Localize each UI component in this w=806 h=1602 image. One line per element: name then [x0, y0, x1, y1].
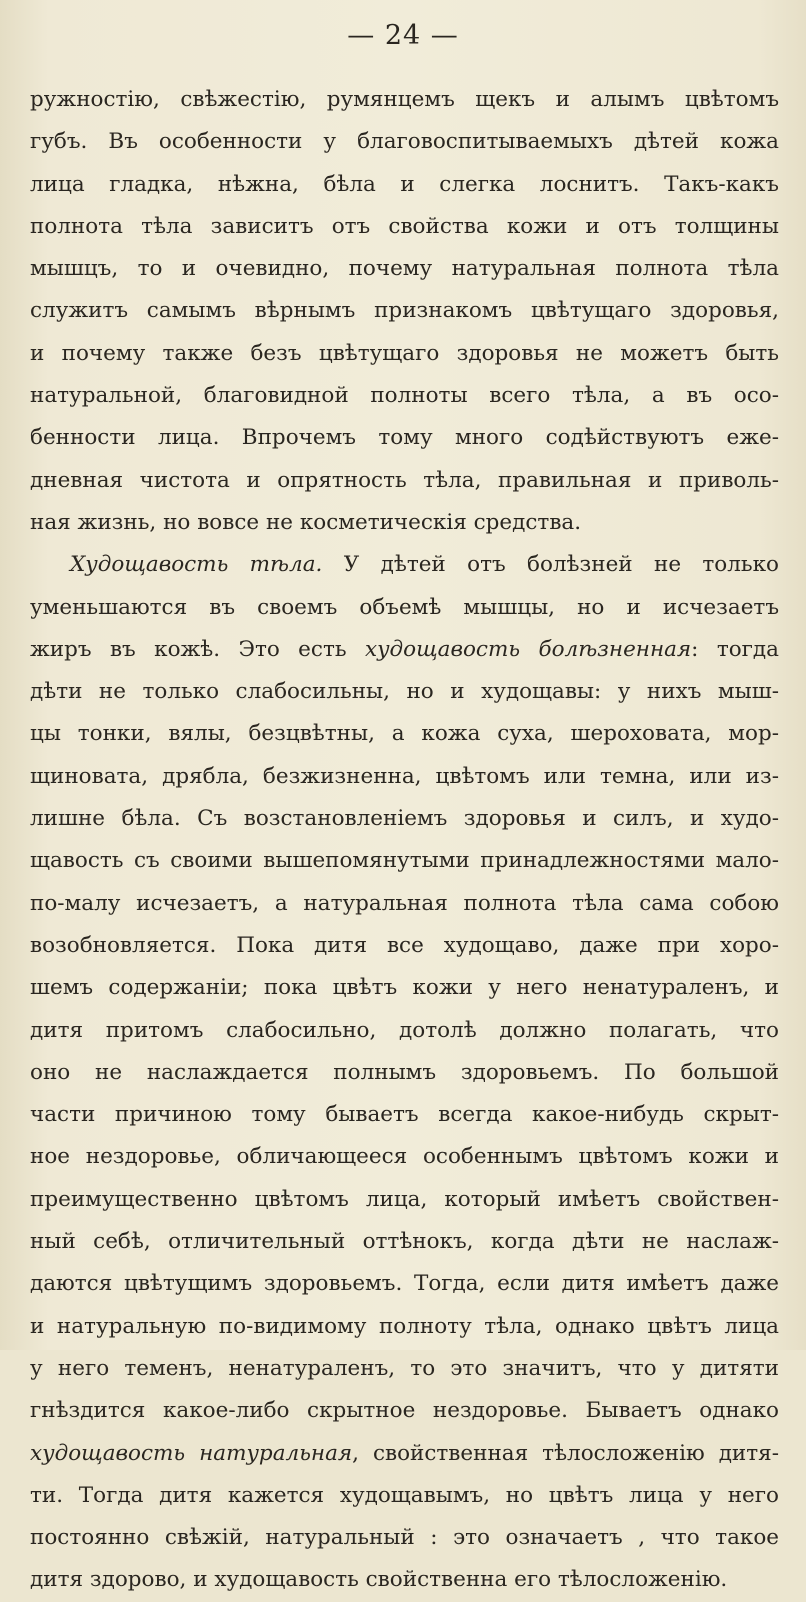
text-line [30, 248, 779, 290]
text-run: постоянно свѣжій, натуральный : это означаетъ , что такое [30, 1525, 779, 1551]
body-text [30, 79, 779, 1602]
text-line [30, 798, 779, 840]
text-line [30, 1306, 779, 1348]
text-line [30, 417, 779, 459]
text-run: щиновата, дрябла, безжизненна, цвѣтомъ или темна, или из- [30, 763, 779, 789]
text-line [30, 164, 779, 206]
text-line [30, 544, 779, 586]
text-run: щавость съ своими вышепомянутыми принадлежностями мало- [30, 848, 779, 874]
text-run: ная жизнь, но вовсе не косметическія средства. [30, 509, 582, 535]
text-run: оно не наслаждается полнымъ здоровьемъ. По большой [30, 1059, 779, 1085]
text-run: полнота тѣла зависитъ отъ свойства кожи и отъ толщины [30, 213, 779, 239]
text-line [30, 1475, 779, 1517]
text-run: у него теменъ, ненатураленъ, то это значитъ, что у дитяти [30, 1355, 779, 1381]
text-run: жиръ въ кожѣ. Это есть [30, 636, 365, 662]
text-run: части причиною тому бываетъ всегда какое-нибудь скрыт- [30, 1102, 779, 1128]
text-run: лица гладка, нѣжна, бѣла и слегка лоснитъ. Такъ-какъ [30, 171, 779, 197]
text-line [30, 925, 779, 967]
text-run: : тогда [691, 636, 779, 662]
text-run: и почему также безъ цвѣтущаго здоровья не можетъ быть [30, 340, 779, 366]
text-line [30, 756, 779, 798]
text-line [30, 460, 779, 502]
text-run: ный себѣ, отличительный оттѣнокъ, когда дѣти не наслаж- [30, 1229, 779, 1255]
text-run: У дѣтей отъ болѣзней не только [322, 552, 779, 578]
text-run: шемъ содержаніи; пока цвѣтъ кожи у него ненатураленъ, и [30, 975, 779, 1001]
text-run: уменьшаются въ своемъ объемѣ мышцы, но и исчезаетъ [30, 594, 779, 620]
text-line [30, 1094, 779, 1136]
text-line [30, 1559, 779, 1601]
text-run: цы тонки, вялы, безцвѣтны, а кожа суха, шероховата, мор- [30, 721, 779, 747]
text-line [30, 967, 779, 1009]
text-line [30, 1390, 779, 1432]
italic-term: худощавость натуральная [30, 1440, 353, 1466]
text-line [30, 333, 779, 375]
text-run: преимущественно цвѣтомъ лица, который имѣетъ свойствен- [30, 1186, 779, 1212]
text-run: ное нездоровье, обличающееся особеннымъ цвѣтомъ кожи и [30, 1144, 779, 1170]
text-line [30, 1517, 779, 1559]
text-run: бенности лица. Впрочемъ тому много содѣйствуютъ еже- [30, 425, 779, 451]
text-line [30, 1263, 779, 1305]
text-run: дитя здорово, и худощавость свойственна его тѣлосложенію. [30, 1567, 728, 1593]
text-line [30, 375, 779, 417]
text-run: возобновляется. Пока дитя все худощаво, даже при хоро- [30, 932, 779, 958]
text-line [30, 79, 779, 121]
text-line [30, 883, 779, 925]
italic-term: Худощавость тѣла. [70, 552, 323, 578]
text-line [30, 502, 779, 544]
text-line [30, 629, 779, 671]
text-run: ти. Тогда дитя кажется худощавымъ, но цвѣтъ лица у него [30, 1482, 779, 1508]
text-line [30, 206, 779, 248]
text-line [30, 1348, 779, 1390]
text-run: дневная чистота и опрятность тѣла, правильная и приволь- [30, 467, 779, 493]
text-line [30, 1052, 779, 1094]
text-run: и натуральную по-видимому полноту тѣла, однако цвѣтъ лица [30, 1313, 779, 1339]
text-run: дѣти не только слабосильны, но и худощавы: у нихъ мыш- [30, 679, 779, 705]
text-line [30, 1136, 779, 1178]
text-line [30, 1179, 779, 1221]
text-run: даются цвѣтущимъ здоровьемъ. Тогда, если дитя имѣетъ даже [30, 1271, 779, 1297]
text-line [30, 121, 779, 163]
page-number: — 24 — [347, 20, 459, 51]
text-run: дитя притомъ слабосильно, дотолѣ должно полагать, что [30, 1017, 779, 1043]
text-run: мышцъ, то и очевидно, почему натуральная полнота тѣла [30, 256, 779, 282]
text-line [30, 713, 779, 755]
text-run: губъ. Въ особенности у благовоспитываемыхъ дѣтей кожа [30, 129, 779, 155]
text-line [30, 587, 779, 629]
text-run: лишне бѣла. Съ возстановленіемъ здоровья и силъ, и худо- [30, 806, 779, 832]
text-line [30, 1221, 779, 1263]
text-run: , свойственная тѣлосложенію дитя- [352, 1440, 779, 1466]
text-run: служитъ самымъ вѣрнымъ признакомъ цвѣтущаго здоровья, [30, 298, 779, 324]
text-line [30, 1010, 779, 1052]
italic-term: худощавость болѣзненная [364, 636, 692, 662]
text-run: по-малу исчезаетъ, а натуральная полнота тѣла сама собою [30, 890, 779, 916]
text-line [30, 840, 779, 882]
text-run: натуральной, благовидной полноты всего тѣла, а въ осо- [30, 383, 779, 409]
text-line [30, 290, 779, 332]
text-line [30, 671, 779, 713]
text-line [30, 1433, 779, 1475]
text-run: ружностію, свѣжестію, румянцемъ щекъ и алымъ цвѣтомъ [30, 87, 779, 112]
text-run: гнѣздится какое-либо скрытное нездоровье. Бываетъ однако [30, 1398, 779, 1424]
